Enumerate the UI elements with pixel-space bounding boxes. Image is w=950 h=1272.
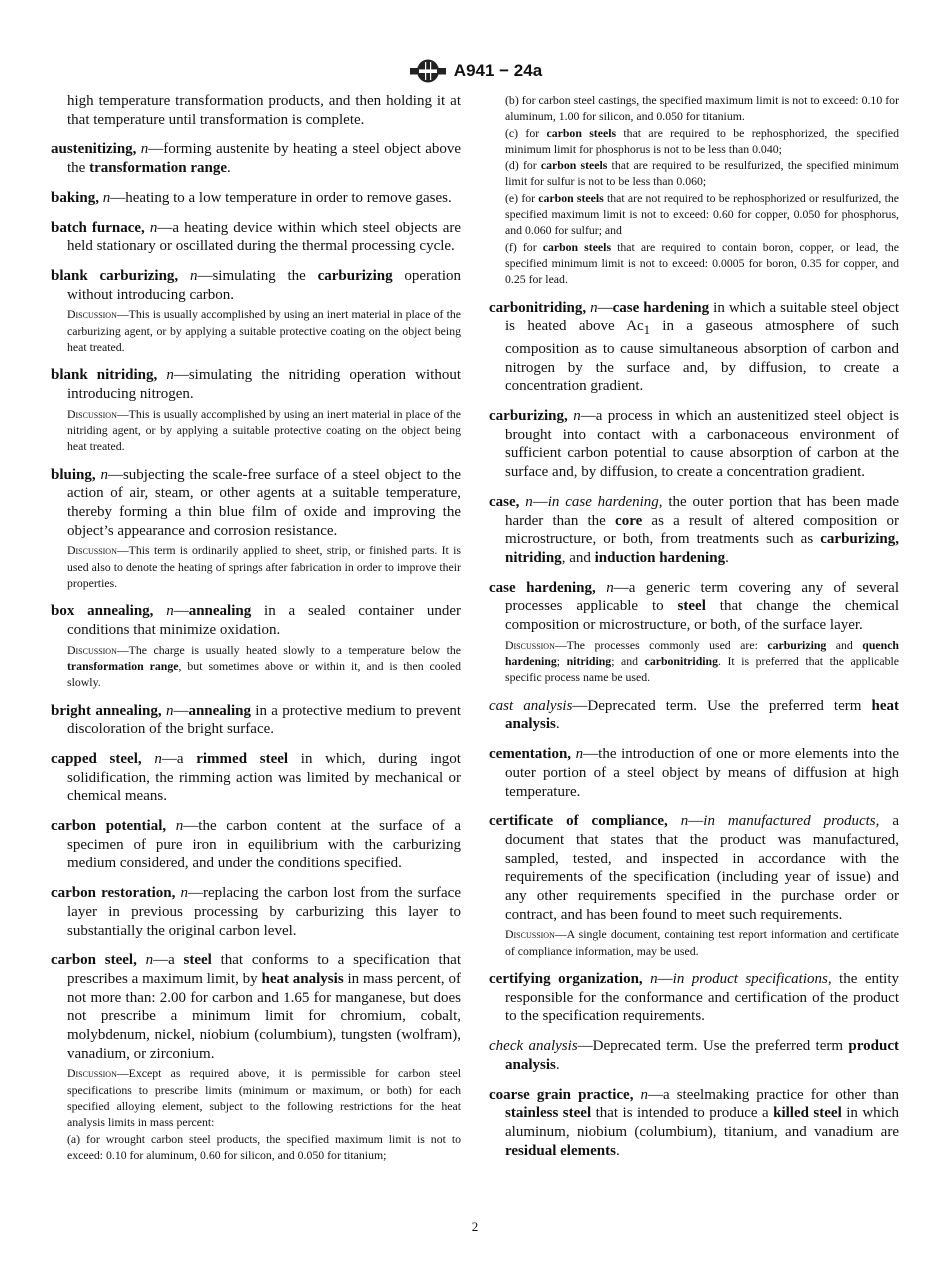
discussion-blank-carburizing: Discussion—This is usually accomplished by using an inert material in place of the carburizing agent, or by applying a suitable protective coating on the object being heat treated. (67, 307, 461, 354)
discussion-bluing: Discussion—This term is ordinarily applied to sheet, strip, or finished parts. It is used also to denote the heating of springs after fabrication in order to improve their properties. (67, 543, 461, 590)
right-column (489, 92, 899, 1171)
entry-carbonitriding: carbonitriding, n—case hardening in which a suitable steel object is heated above $Ac_1$ in a gaseous atmosphere of such composition as to cause simultaneous absorption of carbon and nitrogen by the surface and, by diffusion, to create a concentration gradient. (489, 299, 899, 395)
restriction-item-f: (f) for carbon steels that are required to contain boron, copper, or lead, the specified minimum limit is not to exceed: 0.0005 for boron, 0.35 for copper, and 0.25 for lead. (505, 239, 899, 287)
document-number: A941 − 24a (453, 61, 543, 80)
entry-case: case, n—in case hardening, the outer portion that has been made harder than the core as a result of altered composition or microstructure, or both, from treatments such as carburizing, nitriding, and induction hardening. (489, 493, 900, 566)
restriction-item-c: (c) for carbon steels that are required to be rephosphorized, the specified minimum limit for phosphorus is not to be less than 0.040; (505, 125, 900, 156)
astm-logo-icon (408, 58, 448, 84)
discussion-certificate-of-compliance: Discussion—A single document, containing test report information and certificate of compliance information, may be used. (505, 927, 899, 958)
entry-capped-steel: capped steel, n—a rimmed steel in which, during ingot solidification, the rimming action was limited by mechanical or chemical means. (51, 750, 461, 805)
entry-certificate-of-compliance: certificate of compliance, n—in manufactured products, a document that states that the product was manufactured, sampled, tested, and inspected in accordance with the requirements of the specification (including year of issue) and any other requirements specified in the purchase order or contract, and has been found to meet such requirements. (489, 813, 899, 923)
restriction-item-b: (b) for carbon steel castings, the specified maximum limit is not to exceed: 0.10 for aluminum, 1.00 for silicon, and 0.050 for titanium. (505, 93, 899, 124)
entry-blank-nitriding: blank nitriding, n—simulating the nitriding operation without introducing nitrogen. (51, 367, 461, 402)
entry-carbon-potential: carbon potential, n—the carbon content at the surface of a specimen of pure iron in equilibrium with the carburizing medium considered, and under the conditions specified. (51, 818, 461, 872)
entry-austenitizing: austenitizing, n—forming austenite by heating a steel object above the transformation range. (51, 141, 462, 177)
page-header (0, 56, 950, 86)
entry-cementation: cementation, n—the introduction of one or more elements into the outer portion of a steel object by means of diffusion at high temperature. (489, 746, 899, 800)
continuation-text: high temperature transformation products, and then holding it at that temperature until transformation is complete. (67, 93, 461, 128)
entry-coarse-grain-practice: coarse grain practice, n—a steelmaking practice for other than stainless steel that is intended to produce a killed steel in which aluminum, niobium (columbium), titanium, and vanadium are residual elements. (489, 1086, 899, 1159)
entry-certifying-organization: certifying organization, n—in product specifications, the entity responsible for the conformance and certification of the product to the specification requirements. (489, 971, 899, 1025)
restriction-item-d: (d) for carbon steels that are required to be resulfurized, the specified minimum limit for sulfur is not to be less than 0.060; (505, 158, 899, 189)
restriction-item-a: (a) for wrought carbon steel products, the specified maximum limit is not to exceed: 0.10 for aluminum, 0.60 for silicon, and 0.050 for titanium; (67, 1131, 461, 1162)
entry-blank-carburizing: blank carburizing, n—simulating the carburizing operation without introducing carbon. (51, 267, 461, 303)
page-number: 2 (471, 1219, 479, 1234)
entry-cast-analysis: cast analysis—Deprecated term. Use the preferred term heat analysis. (489, 697, 899, 733)
entry-box-annealing: box annealing, n—annealing in a sealed container under conditions that minimize oxidation. (51, 603, 461, 638)
entry-carbon-steel: carbon steel, n—a steel that conforms to a specification that prescribes a maximum limit, by heat analysis in mass percent, of not more than: 2.00 for carbon and 1.65 for manganese, but does not prescribe a minimum limit for chromium, cobalt, molybdenum, nickel, niobium (columbium), tungsten (wolfram), vanadium, or zirconium. (51, 952, 461, 1062)
discussion-case-hardening: Discussion—The processes commonly used are: carburizing and quench hardening; nitriding; and carbonitriding. It is preferred that the applicable specific process name be used. (505, 637, 899, 685)
entry-check-analysis: check analysis—Deprecated term. Use the preferred term product analysis. (489, 1038, 899, 1073)
left-column (51, 92, 461, 1163)
entry-carbon-restoration: carbon restoration, n—replacing the carbon lost from the surface layer in previous processing by carburizing this layer to substantially the original carbon level. (51, 885, 461, 939)
entry-baking: baking, n—heating to a low temperature in order to remove gases. (51, 189, 452, 206)
discussion-blank-nitriding: Discussion—This is usually accomplished by using an inert material in place of the nitriding agent, or by applying a suitable protective coating on the object being heat treated. (67, 406, 461, 454)
entry-carburizing: carburizing, n—a process in which an austenitized steel object is brought into contact with a carbonaceous environment of sufficient carbon potential to cause absorption of carbon at the surface and, by diffusion, to create a concentration gradient. (489, 408, 899, 481)
entry-bright-annealing: bright annealing, n—annealing in a protective medium to prevent discoloration of the bright surface. (51, 702, 462, 738)
entry-case-hardening: case hardening, n—a generic term covering any of several processes applicable to steel that change the chemical composition or microstructure, or both, of the surface layer. (489, 579, 900, 634)
restriction-item-e: (e) for carbon steels that are not required to be rephosphorized or resulfurized, the specified maximum limit is not to exceed: 0.60 for copper, 0.050 for phosphorus, and 0.060 for sulfur; and (505, 190, 900, 238)
entry-bluing: bluing, n—subjecting the scale-free surface of a steel object to the action of air, steam, or other agents at a suitable temperature, thereby forming a thin blue film of oxide and improving the object’s appearance and corrosion resistance. (51, 466, 462, 539)
entry-batch-furnace: batch furnace, n—a heating device within which steel objects are held stationary or oscillated during the thermal processing cycle. (51, 219, 462, 255)
discussion-carbon-steel: Discussion—Except as required above, it is permissible for carbon steel specifications to prescribe limits (minimum or maximum, or both) for each specified alloying element, subject to the following restrictions for the heat analysis limits in mass percent: (67, 1066, 461, 1130)
discussion-box-annealing: Discussion—The charge is usually heated slowly to a temperature below the transformation range, but sometimes above or within it, and is then cooled slowly. (67, 642, 462, 690)
